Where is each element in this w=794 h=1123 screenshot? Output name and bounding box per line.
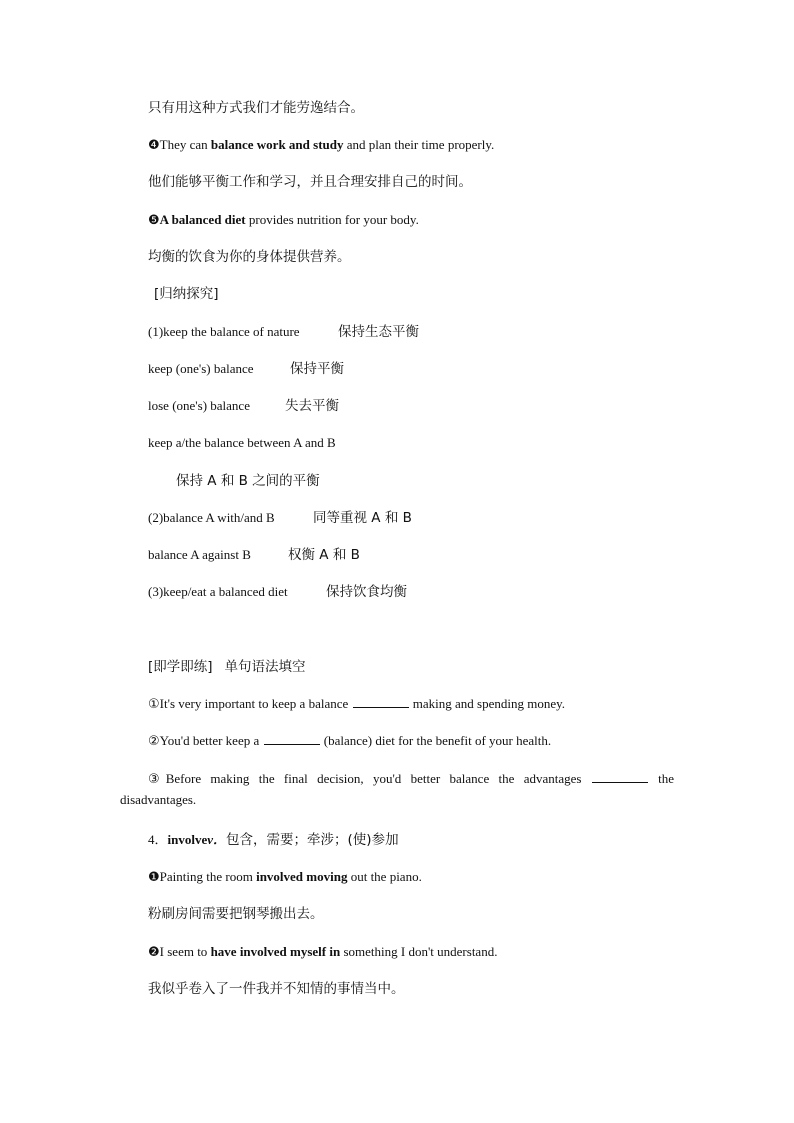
- phrase-row: (1)keep the balance of nature 保持生态平衡: [148, 324, 419, 340]
- phrase-row: balance A against B 权衡 A 和 B: [148, 547, 360, 563]
- key-phrase: balance work and study: [210, 137, 344, 152]
- phrase-row: (3)keep/eat a balanced diet 保持饮食均衡: [148, 584, 407, 600]
- key-phrase: involved moving: [256, 869, 348, 884]
- example-sentence-2: ❷I seem to have involved myself in something I don't understand.: [148, 944, 498, 960]
- practice-question-3: ③Before making the final decision, you'd better balance the advantages the disadvantages.: [120, 771, 675, 807]
- key-phrase: A balanced diet: [159, 212, 246, 227]
- phrase-row: keep a/the balance between A and B: [148, 435, 336, 450]
- key-phrase: have involved myself in: [210, 944, 341, 959]
- sentence-translation: 只有用这种方式我们才能劳逸结合。: [148, 100, 364, 116]
- practice-question-1: ①It's very important to keep a balance making and spending money.: [148, 696, 566, 712]
- example-number: ❷: [148, 945, 160, 960]
- example-number: ❶: [148, 870, 160, 885]
- example-sentence-4: ❹They can balance work and study and plan their time properly.: [148, 137, 495, 153]
- headword: involve: [167, 832, 208, 847]
- example-number: ❹: [148, 138, 160, 153]
- sentence-translation: 我似乎卷入了一件我并不知情的事情当中。: [148, 981, 405, 997]
- example-number: ❺: [148, 213, 160, 228]
- part-of-speech: v．: [207, 832, 227, 847]
- answer-blank[interactable]: [264, 732, 320, 745]
- summary-title: [归纳探究]: [154, 286, 219, 302]
- answer-blank[interactable]: [592, 770, 648, 783]
- practice-question-2: ②You'd better keep a (balance) diet for the benefit of your health.: [148, 733, 552, 749]
- example-sentence-5: ❺A balanced diet provides nutrition for your body.: [148, 212, 419, 228]
- vocab-item-4: 4．involvev．包含，需要；牵涉；(使)参加: [148, 832, 399, 848]
- practice-title: [即学即练] 单句语法填空: [148, 659, 306, 675]
- example-sentence-1: ❶Painting the room involved moving out the piano.: [148, 869, 422, 885]
- phrase-row: 保持 A 和 B 之间的平衡: [176, 473, 320, 489]
- phrase-row: (2)balance A with/and B 同等重视 A 和 B: [148, 510, 412, 526]
- sentence-translation: 均衡的饮食为你的身体提供营养。: [148, 249, 351, 265]
- definition: 包含，需要；牵涉；(使)参加: [226, 832, 399, 848]
- sentence-translation: 粉刷房间需要把钢琴搬出去。: [148, 906, 324, 922]
- phrase-row: lose (one's) balance 失去平衡: [148, 398, 339, 414]
- sentence-translation: 他们能够平衡工作和学习，并且合理安排自己的时间。: [148, 174, 472, 190]
- phrase-row: keep (one's) balance 保持平衡: [148, 361, 344, 377]
- answer-blank[interactable]: [353, 695, 409, 708]
